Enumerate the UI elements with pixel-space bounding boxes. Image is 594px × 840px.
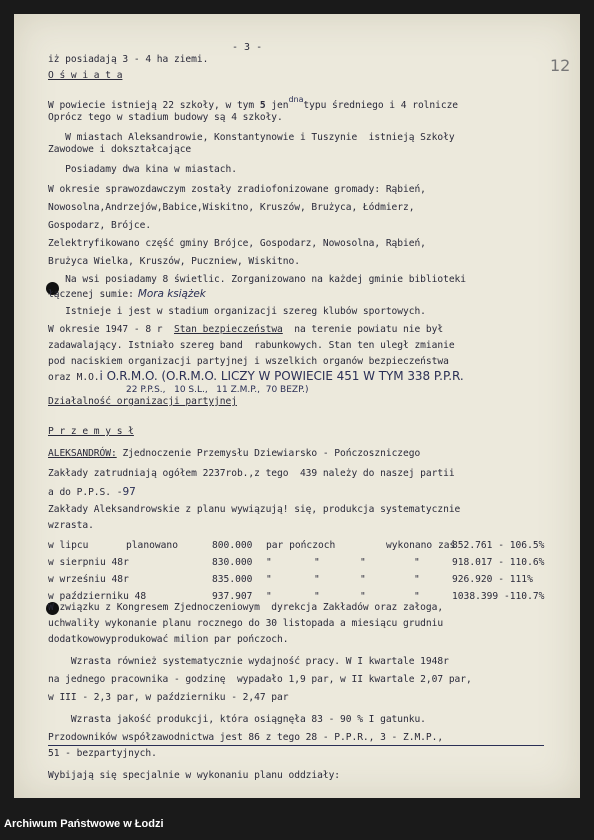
table-cell-month: w wrześniu 48r bbox=[48, 574, 129, 585]
handwritten-page-number: 12 bbox=[550, 56, 571, 75]
table-cell-result: 1038.399 -110.7% bbox=[452, 591, 545, 602]
text-line: Wzrasta jakość produkcji, która osiągnęła 83 - 90 % I gatunku. bbox=[48, 714, 426, 725]
section-heading-przemysl: P r z e m y s ł bbox=[48, 426, 134, 437]
text-line: Gospodarz, Brójce. bbox=[48, 220, 152, 231]
text-line: W okresie 1947 - 8 r Stan bezpieczeństwa na terenie powiatu nie był bbox=[48, 324, 444, 335]
text-line: W związku z Kongresem Zjednoczeniowym dyrekcja Zakładów oraz załoga, bbox=[48, 602, 444, 613]
table-cell-month: w lipcu bbox=[48, 540, 89, 551]
table-cell-result: 918.017 - 110.6% bbox=[452, 557, 545, 568]
text-line: w III - 2,3 par, w październiku - 2,47 par bbox=[48, 692, 289, 703]
table-cell-plan: 830.000 bbox=[212, 557, 253, 568]
text-line: Zawodowe i dokształcające bbox=[48, 144, 192, 155]
text-line: Wybijają się specjalnie w wykonaniu planu oddziały: bbox=[48, 770, 341, 781]
text-line: ALEKSANDRÓW: Zjednoczenie Przemysłu Dziewiarsko - Pończoszniczego bbox=[48, 448, 421, 459]
text-line: na jednego pracownika - godzinę wypadało 1,9 par, w II kwartale 2,07 par, bbox=[48, 674, 472, 685]
text-line: Zakłady zatrudniają ogółem 2237rob.,z tego 439 należy do naszej partii bbox=[48, 468, 455, 479]
archive-name: Archiwum Państwowe w Łodzi bbox=[4, 818, 164, 830]
text-line: zadawalający. Istniało szereg band rabunkowych. Stan ten uległ zmianie bbox=[48, 340, 455, 351]
text-line: Wzrasta również systematycznie wydajność pracy. W I kwartale 1948r bbox=[48, 656, 449, 667]
table-cell-done: wykonano zaś bbox=[386, 540, 456, 551]
table-cell-ditto: " bbox=[360, 591, 366, 602]
document-page bbox=[14, 14, 580, 798]
text-line: dodatkowowyprodukować milion par pończoch. bbox=[48, 634, 289, 645]
archive-footer bbox=[0, 808, 594, 840]
text-line: W okresie sprawozdawczym zostały zradiofonizowane gromady: Rąbień, bbox=[48, 184, 426, 195]
table-cell-ditto: " bbox=[360, 574, 366, 585]
text-line-underlined: Działalność organizacji partyjnej bbox=[48, 396, 237, 407]
table-cell-ditto: " bbox=[360, 557, 366, 568]
table-cell-result: 852.761 - 106.5% bbox=[452, 540, 545, 551]
table-cell-ditto: " bbox=[266, 557, 272, 568]
table-cell-plan: 835.000 bbox=[212, 574, 253, 585]
table-cell-plan: 800.000 bbox=[212, 540, 253, 551]
table-cell-ditto: " bbox=[266, 574, 272, 585]
table-cell-ditto: " bbox=[266, 591, 272, 602]
hand-underline bbox=[48, 745, 544, 746]
handwritten-insert: dna bbox=[288, 95, 304, 104]
table-cell-ditto: " bbox=[314, 557, 320, 568]
table-cell-plan: 937.907 bbox=[212, 591, 253, 602]
text-line: Zelektryfikowano część gminy Brójce, Gospodarz, Nowosolna, Rąbień, bbox=[48, 238, 426, 249]
table-cell-unit: par pończoch bbox=[266, 540, 336, 551]
table-cell-ditto: " bbox=[414, 591, 420, 602]
table-cell-ditto: " bbox=[414, 557, 420, 568]
text-line: oraz M.O.i O.R.M.O. (O.R.M.O. LICZY W POWIECIE 451 W TYM 338 P.P.R. bbox=[48, 369, 464, 383]
text-line: wzrasta. bbox=[48, 520, 94, 531]
text-line: Istnieje i jest w stadium organizacji szereg klubów sportowych. bbox=[48, 306, 426, 317]
page-header: - 3 - bbox=[232, 42, 263, 53]
text-line: 51 - bezpartyjnych. bbox=[48, 748, 157, 759]
text-line: Posiadamy dwa kina w miastach. bbox=[48, 164, 237, 175]
handwritten-note: Mora książek bbox=[137, 288, 206, 300]
text-line: Brużyca Wielka, Kruszów, Puczniew, Wiskitno. bbox=[48, 256, 300, 267]
table-cell-ditto: " bbox=[314, 574, 320, 585]
text-line: łączenej sumie: Mora książek bbox=[48, 288, 206, 300]
handwritten-insertion: i O.R.M.O. (O.R.M.O. LICZY W POWIECIE 451 W TYM 338 P.P.R. bbox=[99, 369, 464, 383]
text-line: W miastach Aleksandrowie, Konstantynowie i Tuszynie istnieją Szkoły bbox=[48, 132, 455, 143]
text-line: Zakłady Aleksandrowskie z planu wywiązują! się, produkcja systematycznie bbox=[48, 504, 461, 515]
text-line: Na wsi posiadamy 8 świetlic. Zorganizowano na każdej gminie biblioteki bbox=[48, 274, 466, 285]
text-line: a do P.P.S. -97 bbox=[48, 486, 136, 498]
text-line: iż posiadają 3 - 4 ha ziemi. bbox=[48, 54, 209, 65]
text-line: uchwaliły wykonanie planu rocznego do 30 listopada a miesiącu grudniu bbox=[48, 618, 444, 629]
table-cell-ditto: " bbox=[314, 591, 320, 602]
text-line: W powiecie istnieją 22 szkoły, w tym 5 jen$^{dna}$typu średniego i 4 rolnicze bbox=[48, 95, 459, 111]
table-cell-result: 926.920 - 111% bbox=[452, 574, 533, 585]
handwritten-insertion: 22 P.P.S., 10 S.L., 11 Z.M.P., 70 BEZP.) bbox=[126, 385, 309, 395]
table-cell-ditto: " bbox=[414, 574, 420, 585]
table-cell-planned: planowano bbox=[126, 540, 178, 551]
section-heading-oswiata: O ś w i a t a bbox=[48, 70, 123, 81]
text-line: pod naciskiem organizacji partyjnej i wszelkich organów bezpieczeństwa bbox=[48, 356, 449, 367]
text-line: Przodowników współzawodnictwa jest 86 z tego 28 - P.P.R., 3 - Z.M.P., bbox=[48, 732, 444, 743]
text-line: Oprócz tego w stadium budowy są 4 szkoły. bbox=[48, 112, 283, 123]
table-cell-month: w październiku 48 bbox=[48, 591, 147, 602]
table-cell-month: w sierpniu 48r bbox=[48, 557, 129, 568]
text-line: Nowosolna,Andrzejów,Babice,Wiskitno, Kruszów, Brużyca, Łódmierz, bbox=[48, 202, 415, 213]
